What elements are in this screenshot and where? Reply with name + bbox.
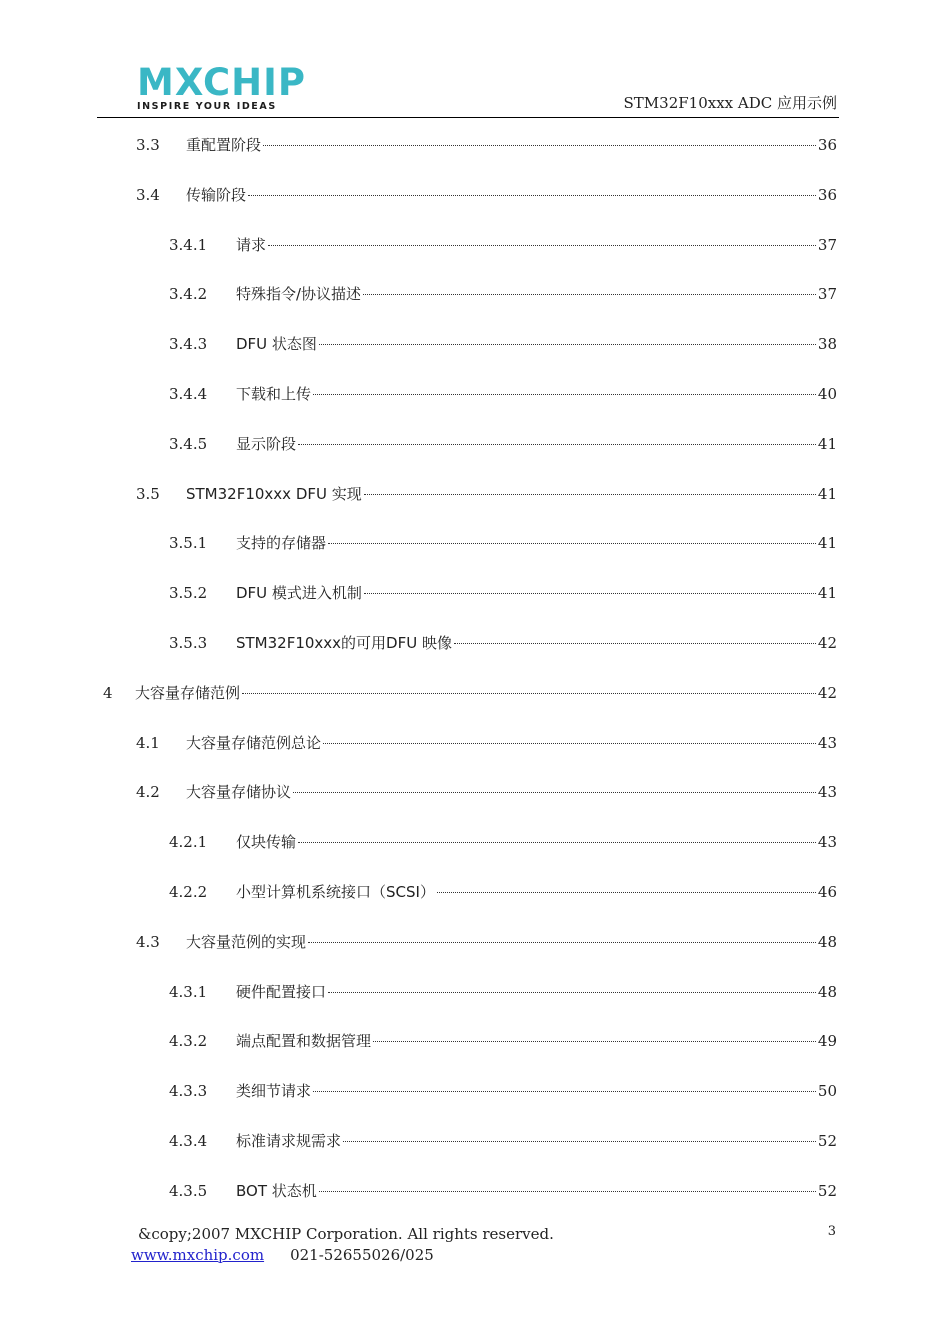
toc-section-number: 4.3.4	[169, 1132, 208, 1150]
toc-page-number: 52	[817, 1182, 837, 1200]
logo-wordmark: MXCHIP	[137, 61, 307, 104]
toc-entry[interactable]	[169, 1130, 837, 1152]
toc-page-number: 50	[817, 1082, 837, 1100]
toc-dot-leader	[323, 743, 816, 744]
toc-entry[interactable]	[169, 881, 837, 903]
toc-page-number: 38	[817, 335, 837, 353]
toc-section-title: 传输阶段	[186, 186, 247, 204]
company-logo	[137, 61, 337, 112]
toc-entry[interactable]	[169, 283, 837, 305]
toc-page-number: 41	[817, 534, 837, 552]
toc-entry[interactable]	[136, 184, 837, 206]
toc-page-number: 41	[817, 485, 837, 503]
phone-number: 021-52655026/025	[290, 1246, 434, 1264]
toc-dot-leader	[363, 294, 816, 295]
toc-section-title: 类细节请求	[236, 1082, 312, 1100]
toc-dot-leader	[298, 842, 816, 843]
toc-section-number: 3.4.3	[169, 335, 208, 353]
toc-section-number: 4.2.2	[169, 883, 208, 901]
toc-entry[interactable]	[169, 981, 837, 1003]
toc-section-number: 4.3.1	[169, 983, 208, 1001]
toc-section-title: DFU 模式进入机制	[236, 584, 362, 602]
toc-section-title: 硬件配置接口	[236, 983, 327, 1001]
toc-section-number: 3.5.1	[169, 534, 208, 552]
toc-section-title: 小型计算机系统接口（SCSI）	[236, 883, 435, 901]
footer-copyright: &copy;2007 MXCHIP Corporation. All rights reserved.	[138, 1225, 554, 1243]
toc-section-number: 4.3.3	[169, 1082, 208, 1100]
toc-dot-leader	[454, 643, 816, 644]
toc-section-title: 请求	[236, 236, 267, 254]
toc-dot-leader	[364, 494, 816, 495]
toc-dot-leader	[293, 792, 816, 793]
website-link[interactable]: www.mxchip.com	[131, 1246, 265, 1264]
toc-section-number: 3.4.1	[169, 236, 208, 254]
toc-dot-leader	[313, 1091, 816, 1092]
toc-dot-leader	[319, 344, 816, 345]
toc-entry[interactable]	[136, 732, 837, 754]
toc-page-number: 42	[817, 684, 837, 702]
toc-entry[interactable]	[136, 483, 837, 505]
toc-section-title: STM32F10xxx的可用DFU 映像	[236, 634, 452, 652]
toc-page-number: 42	[817, 634, 837, 652]
toc-section-title: DFU 状态图	[236, 335, 317, 353]
toc-page-number: 36	[817, 136, 837, 154]
toc-entry[interactable]	[169, 582, 837, 604]
toc-page-number: 48	[817, 983, 837, 1001]
toc-page-number: 41	[817, 435, 837, 453]
toc-section-title: STM32F10xxx DFU 实现	[186, 485, 362, 503]
toc-entry[interactable]	[169, 234, 837, 256]
toc-dot-leader	[298, 444, 816, 445]
toc-dot-leader	[343, 1141, 816, 1142]
toc-dot-leader	[263, 145, 816, 146]
toc-section-title: 大容量存储协议	[186, 783, 292, 801]
toc-dot-leader	[268, 245, 816, 246]
logo-tagline: INSPIRE YOUR IDEAS	[137, 101, 277, 112]
page-number: 3	[827, 1224, 836, 1239]
toc-entry[interactable]	[136, 781, 837, 803]
toc-page-number: 52	[817, 1132, 837, 1150]
toc-section-number: 4.1	[136, 734, 160, 752]
toc-section-number: 3.4.2	[169, 285, 208, 303]
toc-page-number: 43	[817, 734, 837, 752]
toc-page-number: 37	[817, 236, 837, 254]
toc-page-number: 36	[817, 186, 837, 204]
toc-section-title: 仅块传输	[236, 833, 297, 851]
toc-dot-leader	[328, 543, 816, 544]
toc-dot-leader	[364, 593, 816, 594]
toc-section-title: 大容量范例的实现	[186, 933, 307, 951]
toc-section-number: 4.2.1	[169, 833, 208, 851]
toc-dot-leader	[248, 195, 816, 196]
toc-entry[interactable]	[169, 1030, 837, 1052]
toc-section-title: 大容量存储范例	[135, 684, 241, 702]
toc-dot-leader	[313, 394, 816, 395]
toc-section-number: 4.3.2	[169, 1032, 208, 1050]
toc-page-number: 43	[817, 833, 837, 851]
toc-section-number: 3.5.2	[169, 584, 208, 602]
toc-entry[interactable]	[169, 632, 837, 654]
toc-section-number: 3.5	[136, 485, 160, 503]
toc-page-number: 41	[817, 584, 837, 602]
toc-section-number: 4.3.5	[169, 1182, 208, 1200]
toc-section-number: 3.4.4	[169, 385, 208, 403]
toc-section-title: 端点配置和数据管理	[236, 1032, 372, 1050]
toc-entry[interactable]	[136, 134, 837, 156]
toc-section-title: BOT 状态机	[236, 1182, 317, 1200]
document-title: STM32F10xxx ADC 应用示例	[623, 94, 837, 112]
toc-section-title: 下载和上传	[236, 385, 312, 403]
toc-section-number: 4.3	[136, 933, 160, 951]
toc-section-number: 3.4	[136, 186, 160, 204]
toc-section-title: 标准请求规需求	[236, 1132, 342, 1150]
toc-entry[interactable]	[103, 682, 837, 704]
header-divider	[97, 117, 839, 118]
toc-section-title: 大容量存储范例总论	[186, 734, 322, 752]
toc-section-title: 显示阶段	[236, 435, 297, 453]
toc-page-number: 49	[817, 1032, 837, 1050]
toc-section-number: 3.4.5	[169, 435, 208, 453]
toc-page-number: 40	[817, 385, 837, 403]
toc-entry[interactable]	[169, 532, 837, 554]
toc-section-number: 3.3	[136, 136, 160, 154]
toc-entry[interactable]	[169, 383, 837, 405]
toc-section-number: 3.5.3	[169, 634, 208, 652]
toc-section-title: 重配置阶段	[186, 136, 262, 154]
toc-page-number: 48	[817, 933, 837, 951]
toc-section-title: 特殊指令/协议描述	[236, 285, 362, 303]
toc-dot-leader	[319, 1191, 816, 1192]
toc-dot-leader	[437, 892, 816, 893]
toc-entry[interactable]	[136, 931, 837, 953]
toc-page-number: 46	[817, 883, 837, 901]
toc-section-title: 支持的存储器	[236, 534, 327, 552]
toc-dot-leader	[308, 942, 816, 943]
toc-section-number: 4	[103, 684, 113, 702]
toc-dot-leader	[242, 693, 816, 694]
toc-page-number: 37	[817, 285, 837, 303]
toc-dot-leader	[328, 992, 816, 993]
footer-contact	[131, 1246, 434, 1264]
toc-page-number: 43	[817, 783, 837, 801]
toc-entry[interactable]	[169, 1180, 837, 1202]
toc-dot-leader	[373, 1041, 816, 1042]
toc-entry[interactable]	[169, 1080, 837, 1102]
toc-entry[interactable]	[169, 333, 837, 355]
toc-section-number: 4.2	[136, 783, 160, 801]
toc-entry[interactable]	[169, 831, 837, 853]
toc-entry[interactable]	[169, 433, 837, 455]
